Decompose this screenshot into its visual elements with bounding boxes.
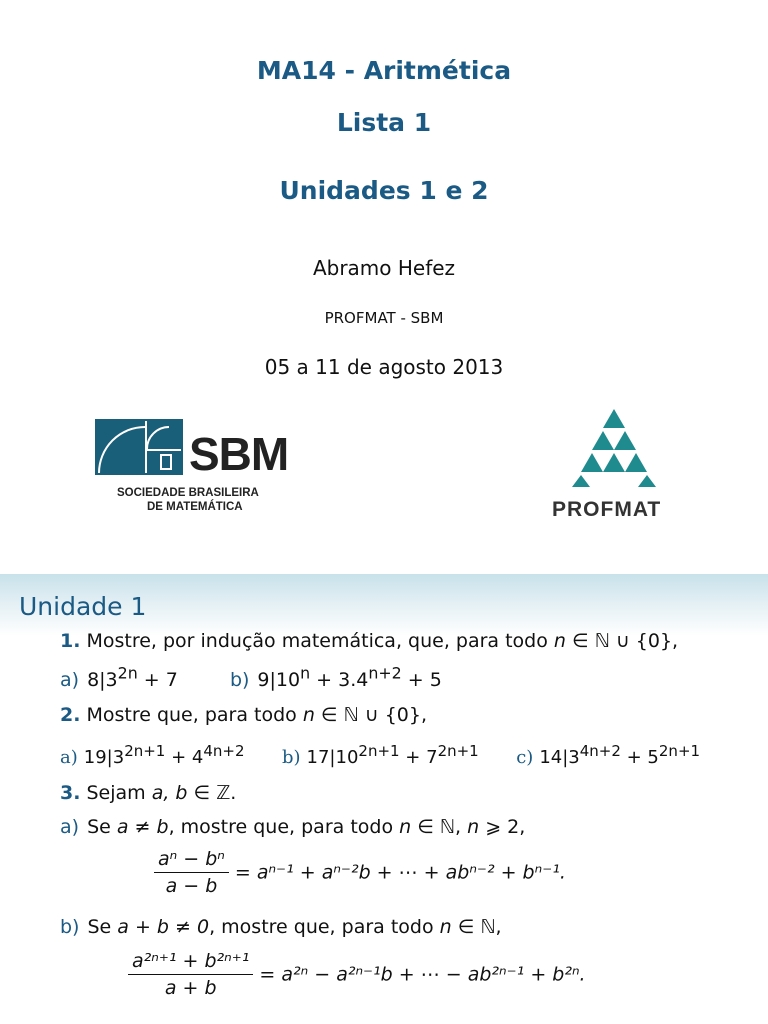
q1-a-expr: $8|3^{2n} + 7$ (87, 664, 178, 692)
profmat-logo (545, 407, 685, 527)
q3-number: 3. (60, 782, 81, 804)
frame-title: Unidade 1 (19, 592, 147, 621)
q3-b-statement: b) Se a + b ≠ 0, mostre que, para todo n ∈ ℕ, (60, 916, 502, 938)
q1-a-label: a) (60, 669, 80, 692)
q3-b-fraction: $\frac{\text{a²ⁿ⁺¹ + b²ⁿ⁺¹}}{a + b}$ (128, 950, 253, 999)
course-title: MA14 - Aritmética (256, 56, 512, 85)
q2-items (60, 742, 700, 768)
q3-b-equation (128, 950, 586, 999)
q1-b-label: b) (229, 669, 250, 692)
sbm-golden-spiral-icon (95, 419, 183, 475)
q2-a-label: a) (60, 747, 78, 768)
q3-a-fraction: $\frac{\text{aⁿ − bⁿ}}{a - b}$ (154, 848, 229, 897)
q1-number: 1. (60, 630, 81, 652)
list-title: Lista 1 (336, 108, 432, 137)
units-title: Unidades 1 e 2 (279, 176, 489, 205)
q1-statement: 1. Mostre, por indução matemática, que, para todo n ∈ ℕ ∪ {0}, (60, 630, 679, 652)
q3-a-label: a) (60, 816, 80, 838)
sbm-caption-line1: SOCIEDADE BRASILEIRA (117, 487, 259, 499)
q3-a-equation (154, 848, 566, 897)
q1-items (60, 664, 442, 691)
sbm-wordmark: SBM (189, 428, 289, 480)
institution: PROFMAT - SBM (324, 309, 444, 327)
profmat-wordmark: PROFMAT (552, 498, 662, 521)
date: 05 a 11 de agosto 2013 (264, 355, 504, 379)
q2-statement: 2. Mostre que, para todo n ∈ ℕ ∪ {0}, (60, 704, 427, 726)
q2-c-expr: $14|3^{4n+2} + 5^{2n+1}$ (539, 742, 701, 768)
q2-b-expr: $17|10^{2n+1} + 7^{2n+1}$ (306, 742, 479, 768)
q2-number: 2. (60, 704, 81, 726)
author: Abramo Hefez (312, 256, 456, 280)
q2-b-label: b) (281, 747, 301, 768)
unidade-1-slide (0, 574, 768, 1024)
q3-a-rhs: = aⁿ⁻¹ + aⁿ⁻²b + ⋯ + abⁿ⁻² + bⁿ⁻¹. (234, 861, 566, 884)
q2-a-expr: $19|3^{2n+1} + 4^{4n+2}$ (83, 742, 245, 768)
q3-statement: 3. Sejam a, b ∈ ℤ. (60, 782, 237, 804)
sbm-logo (95, 419, 310, 519)
profmat-triangles-icon (569, 407, 659, 487)
sbm-caption-line2: DE MATEMÁTICA (147, 501, 243, 513)
q1-b-expr: $9|10^n + 3.4^{n+2} + 5$ (257, 664, 442, 692)
q3-a-statement: a) Se a ≠ b, mostre que, para todo n ∈ ℕ, n ⩾ 2, (60, 816, 526, 838)
q2-c-label: c) (516, 747, 534, 768)
q3-b-rhs: = a²ⁿ − a²ⁿ⁻¹b + ⋯ − ab²ⁿ⁻¹ + b²ⁿ. (259, 963, 586, 986)
q3-b-label: b) (60, 916, 80, 938)
